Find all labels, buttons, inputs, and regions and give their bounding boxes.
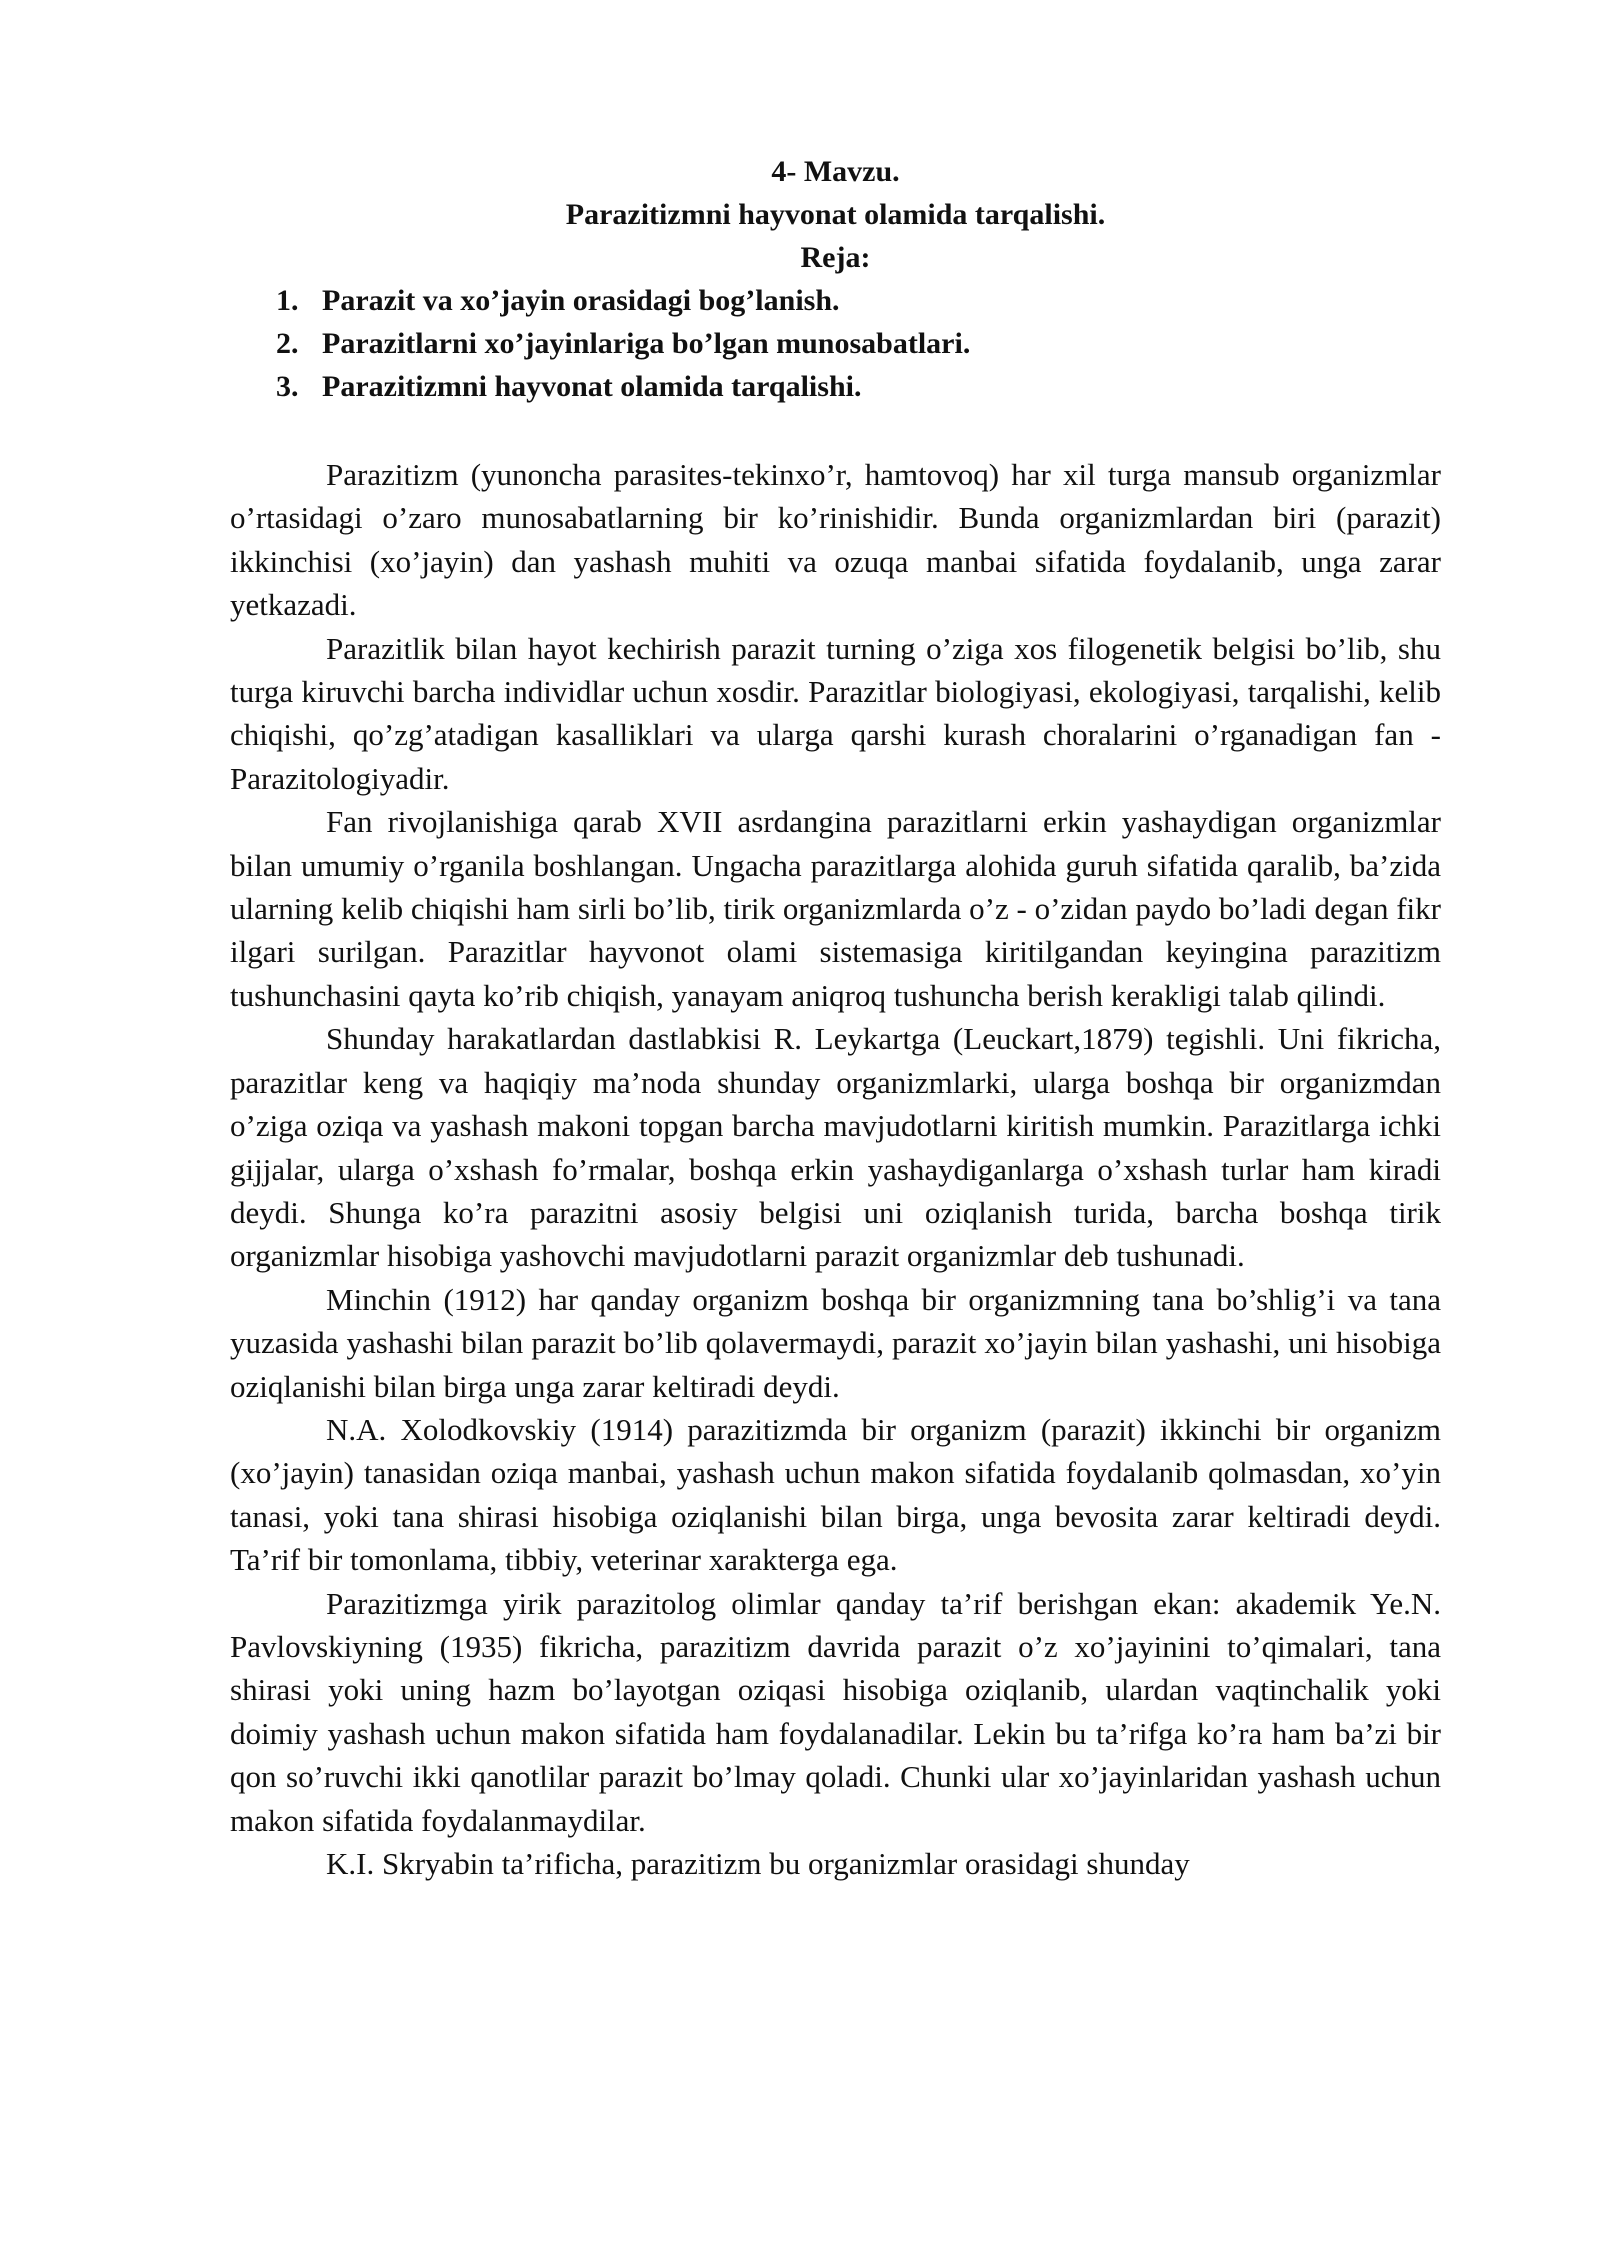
body-paragraph: N.A. Xolodkovskiy (1914) parazitizmda bir organizm (parazit) ikkinchi bir organizm (xo’jayin) tanasidan oziqa manbai, yashash uchun makon sifatida foydalanib qolmasdan, xo’yin tanasi, yoki tana shirasi hisobiga oziqlanishi bilan birga, unga bevosita zarar keltiradi deydi. Ta’rif bir tomonlama, tibbiy, veterinar xarakterga ega.	[230, 1411, 1441, 1578]
document-page	[230, 150, 1441, 1885]
document-body	[230, 453, 1441, 1885]
plan-item-text: Parazitizmni hayvonat olamida tarqalishi.	[322, 370, 862, 403]
body-paragraph: Minchin (1912) har qanday organizm boshqa bir organizmning tana bo’shlig’i va tana yuzasida yashashi bilan parazit bo’lib qolavermaydi, parazit xo’jayin bilan yashashi, uni hisobiga oziqlanishi bilan birga unga zarar keltiradi deydi.	[230, 1281, 1441, 1404]
plan-item	[276, 279, 1441, 322]
body-paragraph: Parazitizm (yunoncha parasites-tekinxo’r, hamtovoq) har xil turga mansub organizmlar o’rtasidagi o’zaro munosabatlarning bir ko’rinishidir. Bunda organizmlardan biri (parazit) ikkinchisi (xo’jayin) dan yashash muhiti va ozuqa manbai sifatida foydalanib, unga zarar yetkazadi.	[230, 457, 1441, 623]
body-paragraph: Fan rivojlanishiga qarab XVII asrdangina parazitlarni erkin yashaydigan organizmlar bilan umumiy o’rganila boshlangan. Ungacha parazitlarga alohida guruh sifatida qaralib, ba’zida ularning kelib chiqishi ham sirli bo’lib, tirik organizmlarda o’z - o’zidan paydo bo’ladi degan fikr ilgari surilgan. Parazitlar hayvonot olami sistemasiga kiritilgandan keyingina parazitizm tushunchasini qayta ko’rib chiqish, yanayam aniqroq tushuncha berish kerakligi talab qilindi.	[230, 804, 1441, 1013]
topic-number: 4- Mavzu.	[771, 155, 900, 188]
plan-item-text: Parazit va xo’jayin orasidagi bog’lanish.	[322, 284, 840, 317]
plan-item	[276, 365, 1441, 408]
body-paragraph: Parazitlik bilan hayot kechirish parazit turning o’ziga xos filogenetik belgisi bo’lib, shu turga kiruvchi barcha individlar uchun xosdir. Parazitlar biologiyasi, ekologiyasi, tarqalishi, kelib chiqishi, qo’zg’atadigan kasalliklari va ularga qarshi kurash choralarini o’rganadigan fan - Parazitologiyadir.	[230, 630, 1441, 796]
plan-item	[276, 322, 1441, 365]
body-paragraph: Parazitizmga yirik parazitolog olimlar qanday ta’rif berishgan ekan: akademik Ye.N. Pavlovskiyning (1935) fikricha, parazitizm davrida parazit o’z xo’jayinini to’qimalari, tana shirasi yoki uning hazm bo’layotgan oziqasi hisobiga oziqlanib, ulardan vaqtinchalik yoki doimiy yashash uchun makon sifatida ham foydalanadilar. Lekin bu ta’rifga ko’ra ham ba’zi bir qon so’ruvchi ikki qanotlilar parazit bo’lmay qoladi. Chunki ular xo’jayinlaridan yashash uchun makon sifatida foydalanmaydilar.	[230, 1585, 1441, 1838]
body-paragraph: Shunday harakatlardan dastlabkisi R. Leykartga (Leuckart,1879) tegishli. Uni fikricha, parazitlar keng va haqiqiy ma’noda shunday organizmlarki, ularga boshqa bir organizmdan o’ziga oziqa va yashash makoni topgan barcha mavjudotlarni kiritish mumkin. Parazitlarga ichki gijjalar, ularga o’xshash fo’rmalar, boshqa erkin yashaydiganlarga o’xshash turlar ham kiradi deydi. Shunga ko’ra parazitni asosiy belgisi uni oziqlanish turida, barcha boshqa tirik organizmlar hisobiga yashovchi mavjudotlarni parazit organizmlar deb tushunadi.	[230, 1021, 1441, 1274]
plan-heading: Reja:	[800, 241, 871, 274]
plan-item-number: 2.	[276, 327, 299, 360]
body-paragraph: K.I. Skryabin ta’rificha, parazitizm bu organizmlar orasidagi shunday	[326, 1846, 1190, 1881]
plan-item-text: Parazitlarni xo’jayinlariga bo’lgan munosabatlari.	[322, 327, 971, 360]
plan-list	[230, 279, 1441, 408]
plan-item-number: 1.	[276, 284, 299, 317]
document-title: Parazitizmni hayvonat olamida tarqalishi.	[565, 198, 1106, 231]
plan-item-number: 3.	[276, 370, 299, 403]
